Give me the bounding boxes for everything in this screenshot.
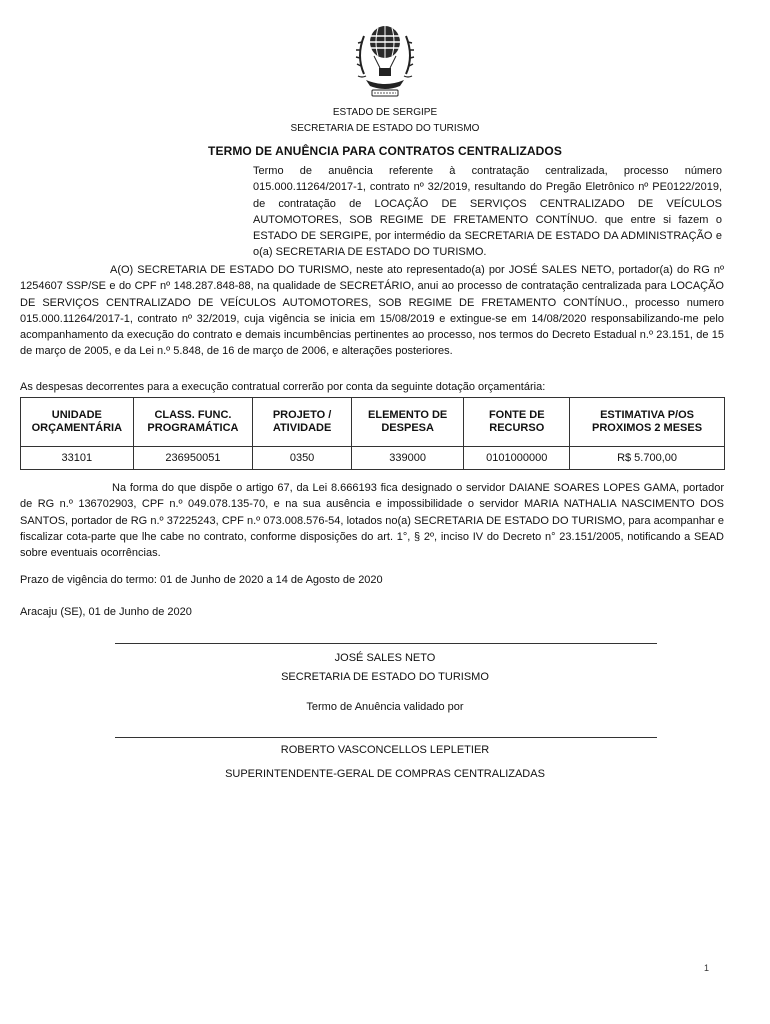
col-header-unit: UNIDADE ORÇAMENTÁRIA bbox=[21, 398, 134, 447]
cell-element: 339000 bbox=[351, 447, 464, 470]
col-header-class: CLASS. FUNC. PROGRAMÁTICA bbox=[133, 398, 253, 447]
designation-paragraph: Na forma do que dispõe o artigo 67, da Lei 8.666193 fica designado o servidor DAIANE SOARES LOPES GAMA, portador de RG n.º 136702903, CPF n.º 049.078.135-70, e na sua ausência e impossibilidade o servidor MARIA NATHALIA NASCIMENTO DOS SANTOS, portador de RG n.º 37225243, CPF n.º 073.008.576-54, lotados no(a) SECRETARIA DE ESTADO DO TURISMO, para acompanhar e fiscalizar cota-parte que lhe cabe no contrato, conforme disposições do art. 1°, § 2º, inciso IV do Decreto n° 23.151/2005, notificando a SEAD sobre eventuais ocorrências. bbox=[20, 482, 724, 560]
consent-paragraph: A(O) SECRETARIA DE ESTADO DO TURISMO, neste ato representado(a) por JOSÉ SALES NETO, portador(a) do RG nº 1254607 SSP/SE e do CPF nº 148.287.848-88, na qualidade de SECRETÁRIO, anui ao processo de contratação centralizada para LOCAÇÃO DE SERVIÇOS CENTRALIZADO DE VEÍCULOS AUTOMOTORES, SOB REGIME DE FRETAMENTO CONTÍNUO., processo numero 015.000.11264/2017-1, contrato nº 32/2019, cuja vigência se inicia em 15/08/2019 e extingue-se em 14/08/2020 responsabilizando-me pelo acompanhamento da execução do contrato e demais incumbências pertinentes ao processo, nos termos do Decreto Estadual n.º 23.151, de 15 de março de 2005, e da Lei n.º 5.848, de 16 de março de 2006, e alterações posteriores. bbox=[20, 264, 724, 358]
col-header-estimate: ESTIMATIVA P/OS PROXIMOS 2 MESES bbox=[570, 398, 725, 447]
header-department: SECRETARIA DE ESTADO DO TURISMO bbox=[290, 123, 480, 134]
signer2-name: ROBERTO VASCONCELLOS LEPLETIER bbox=[280, 744, 490, 756]
col-header-element: ELEMENTO DE DESPESA bbox=[351, 398, 464, 447]
page-number: 1 bbox=[704, 963, 710, 973]
budget-table-header-row bbox=[21, 398, 725, 447]
header-state: ESTADO DE SERGIPE bbox=[332, 107, 438, 118]
cell-class: 236950051 bbox=[133, 447, 253, 470]
document-summary: Termo de anuência referente à contratação centralizada, processo número 015.000.11264/2017-1, contrato nº 32/2019, resultando do Pregão Eletrônico nº PE0122/2019, de contratação de LOCAÇÃO DE SERVIÇOS CENTRALIZADO DE VEÍCULOS AUTOMOTORES, SOB REGIME DE FRETAMENTO CONTÍNUO. que entre si fazem o ESTADO DE SERGIPE, por intermédio da SECRETARIA DE ESTADO DA ADMINISTRAÇÃO e o(a) SECRETARIA DE ESTADO DO TURISMO. bbox=[253, 165, 722, 259]
sergipe-coat-of-arms-icon bbox=[352, 16, 418, 100]
table-row bbox=[21, 447, 725, 470]
signature-line-2 bbox=[115, 737, 657, 738]
signer1-name: JOSÉ SALES NETO bbox=[334, 652, 436, 664]
validity-term: Prazo de vigência do termo: 01 de Junho de 2020 a 14 de Agosto de 2020 bbox=[20, 574, 383, 586]
signer1-role: SECRETARIA DE ESTADO DO TURISMO bbox=[281, 671, 489, 683]
signature-line-1 bbox=[115, 643, 657, 644]
validation-text: Termo de Anuência validado por bbox=[306, 701, 464, 713]
col-header-source: FONTE DE RECURSO bbox=[464, 398, 570, 447]
budget-table bbox=[20, 397, 725, 470]
place-date: Aracaju (SE), 01 de Junho de 2020 bbox=[20, 606, 192, 618]
col-header-project: PROJETO / ATIVIDADE bbox=[253, 398, 352, 447]
cell-source: 0101000000 bbox=[464, 447, 570, 470]
cell-unit: 33101 bbox=[21, 447, 134, 470]
cell-estimate: R$ 5.700,00 bbox=[570, 447, 725, 470]
signer2-role: SUPERINTENDENTE-GERAL DE COMPRAS CENTRALIZADAS bbox=[225, 768, 545, 780]
document-title: TERMO DE ANUÊNCIA PARA CONTRATOS CENTRALIZADOS bbox=[208, 144, 562, 158]
cell-project: 0350 bbox=[253, 447, 352, 470]
budget-intro: As despesas decorrentes para a execução contratual correrão por conta da seguinte dotação orçamentária: bbox=[20, 381, 546, 393]
